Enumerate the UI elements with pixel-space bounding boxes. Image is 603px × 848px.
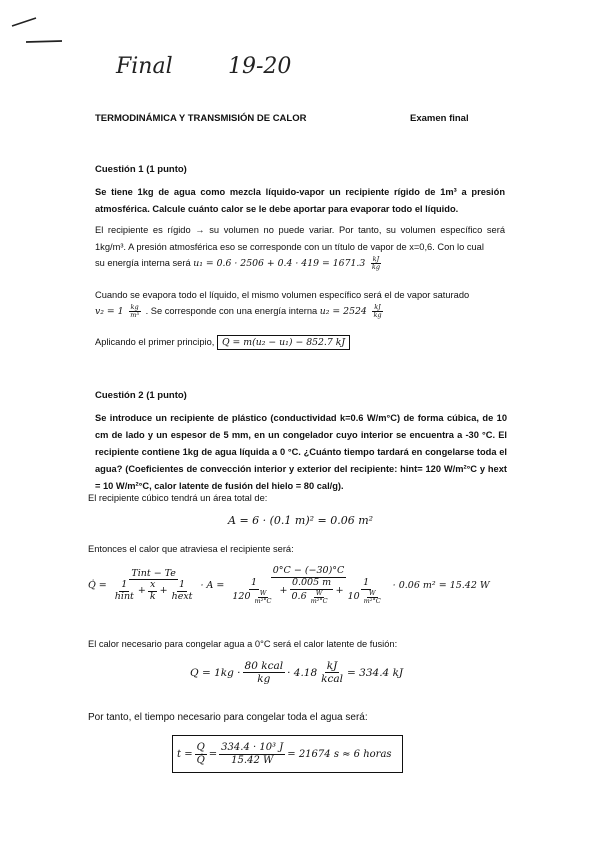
course-title: TERMODINÁMICA Y TRANSMISIÓN DE CALOR — [95, 113, 307, 124]
q1-energy-lead: su energía interna será — [95, 258, 191, 268]
question-1-statement: Se tiene 1kg de agua como mezcla líquido-vapor un recipiente rígido de 1m³ a presión atmosférica. Calcule cuánto calor se le debe aportar para evaporar todo el líquido. — [95, 187, 505, 214]
q1-first-principle-line — [95, 334, 350, 351]
q2-latent-equation: Q = 1kg · $\frac{\text{80 kcal}}{kg}$ · 4.18 $\frac{kJ}{\text{kcal}}$ = 334.4 kJ — [190, 660, 404, 686]
q2-latent-text: El calor necesario para congelar agua a 0°C será el calor latente de fusión: — [88, 639, 398, 649]
exam-type: Examen final — [410, 113, 469, 124]
question-2-heading: Cuestión 2 (1 punto) — [95, 390, 187, 401]
question-2-statement: Se introduce un recipiente de plástico (conductividad k=0.6 W/m°C) de forma cúbica, de 10 cm de lado y un espesor de 5 mm, en un congelador cuyo interior se encuentra a -30 °C. El recipiente contiene 1kg de agua líquida a 0 °C. ¿Cuánto tiempo tardará en congelarse toda el agua? (Coeficientes de convección interior y exterior del recipiente: hint= 120 W/m²°C y hext = 10 W/m²°C, calor latente de fusión del hielo = 80 cal/g). — [95, 413, 507, 491]
u1-equation: u₁ = 0.6 · 2506 + 0.4 · 419 = 1671.3 — [193, 258, 366, 269]
u2-equation: u₂ = 2524 — [319, 306, 367, 317]
q1-energy-sentence: . Se corresponde con una energía interna — [145, 306, 318, 316]
qdot-result: · 0.06 m² = 15.42 W — [392, 580, 490, 592]
q1-first-principle-text: Aplicando el primer principio, — [95, 337, 215, 347]
handwritten-date: 19-20 — [228, 54, 292, 79]
v2-equation: v₂ = 1 — [95, 306, 124, 317]
question-1-heading: Cuestión 1 (1 punto) — [95, 164, 187, 175]
qdot-times-area: · A = — [200, 580, 225, 592]
q1-paragraph-2-line — [95, 303, 386, 320]
q2-time-text: Por tanto, el tiempo necesario para congelar toda el agua será: — [88, 712, 368, 723]
q1-boxed-result: Q = m(u₂ − u₁) − 852.7 kJ — [217, 335, 350, 350]
qdot-frac-left: Tint − Te $\frac{1}{\text{hint}}$ + $\frac{x}{k}$ + $\frac{1}{\text{hext}}$ — [114, 567, 193, 603]
q1-paragraph-1: El recipiente es rígido → su volumen no puede variar. Por tanto, su volumen específico será 1kg/m³. A presión atmosférica eso se corresponde con un título de vapor de x=0,6. Con lo cual — [95, 225, 505, 252]
q1-paragraph-2: Cuando se evapora todo el líquido, el mismo volumen específico será el de vapor saturado — [95, 290, 470, 300]
q2-heat-text: Entonces el calor que atraviesa el recipiente será: — [88, 544, 294, 554]
u2-unit: $\frac{kJ}{kg}$ — [373, 302, 382, 320]
qdot-frac-right: 0°C − (−30)°C 1 120 $\frac{W}{\text{m²°C}}$ + 0.005 m 0.6 $\frac{W}{\text{m²°C}}$ + 1 10 $\frac{W}{\text{m²°C}}$ — [232, 565, 381, 606]
q2-heat-flow-equation — [88, 566, 490, 606]
handwritten-title: Final — [116, 54, 173, 79]
q2-time-equation-box: t = $\frac{Q}{Q̇}$ = $\frac{\text{334.4 · 10³ J}}{15.42 W}$ = 21674 s ≈ 6 horas — [172, 735, 403, 773]
q1-internal-energy-line — [95, 255, 384, 272]
q2-area-equation: A = 6 · (0.1 m)² = 0.06 m² — [228, 514, 374, 527]
u1-unit: $\frac{kJ}{kg}$ — [371, 254, 380, 272]
v2-unit: $\frac{kg}{\text{m³}}$ — [130, 302, 139, 320]
q2-area-text: El recipiente cúbico tendrá un área total de: — [88, 493, 268, 503]
qdot-lhs: Q̇ = — [88, 580, 107, 592]
pen-stroke-mark — [0, 0, 80, 50]
